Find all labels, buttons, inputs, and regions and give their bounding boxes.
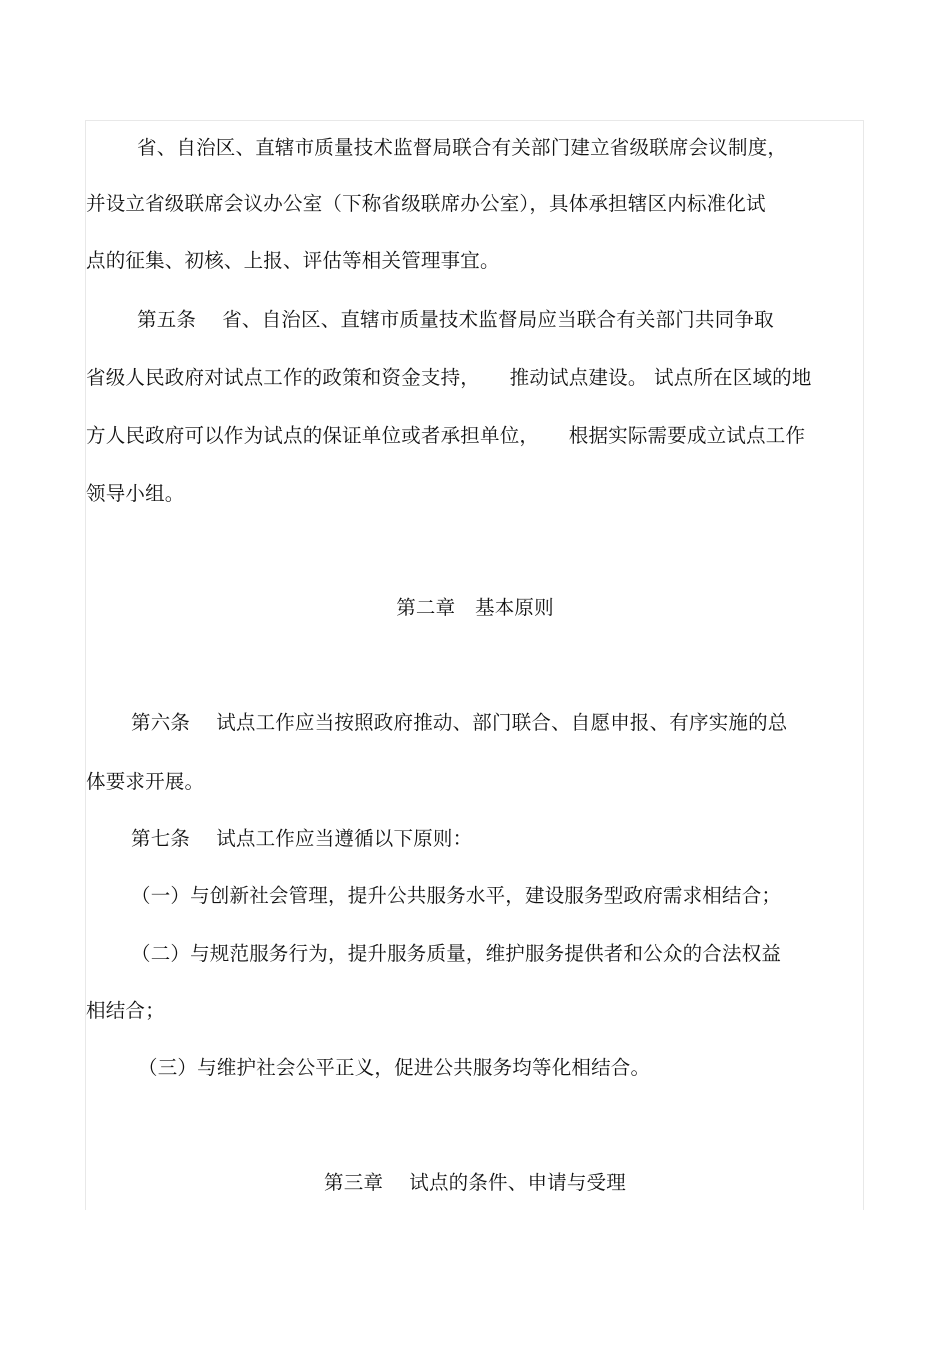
article7-heading: 第七条 试点工作应当遵循以下原则： xyxy=(131,827,473,850)
article5-line4: 领导小组。 xyxy=(86,482,185,505)
article5-line3: 方人民政府可以作为试点的保证单位或者承担单位， 根据实际需要成立试点工作 xyxy=(86,424,806,447)
article6-line1: 第六条 试点工作应当按照政府推动、部门联合、自愿申报、有序实施的总 xyxy=(131,711,788,734)
article5-line2: 省级人民政府对试点工作的政策和资金支持， 推动试点建设。 试点所在区域的地 xyxy=(86,366,812,389)
article5-line1: 第五条 省、自治区、直辖市质量技术监督局应当联合有关部门共同争取 xyxy=(137,308,774,331)
article4-line1: 省、自治区、直辖市质量技术监督局联合有关部门建立省级联席会议制度， xyxy=(137,136,788,159)
page-frame xyxy=(85,120,864,1210)
chapter2-heading: 第二章 基本原则 xyxy=(396,596,554,619)
article4-line3: 点的征集、初核、上报、评估等相关管理事宜。 xyxy=(86,249,500,272)
article4-line2: 并设立省级联席会议办公室（下称省级联席办公室），具体承担辖区内标准化试 xyxy=(86,192,766,215)
chapter3-heading: 第三章 试点的条件、申请与受理 xyxy=(324,1171,626,1194)
article7-item2-line2: 相结合； xyxy=(86,999,165,1022)
article7-item1: （一）与创新社会管理，提升公共服务水平，建设服务型政府需求相结合； xyxy=(131,884,782,907)
article7-item2-line1: （二）与规范服务行为，提升服务质量，维护服务提供者和公众的合法权益 xyxy=(131,942,782,965)
article7-item3: （三）与维护社会公平正义，促进公共服务均等化相结合。 xyxy=(138,1056,651,1079)
article6-line2: 体要求开展。 xyxy=(86,770,205,793)
